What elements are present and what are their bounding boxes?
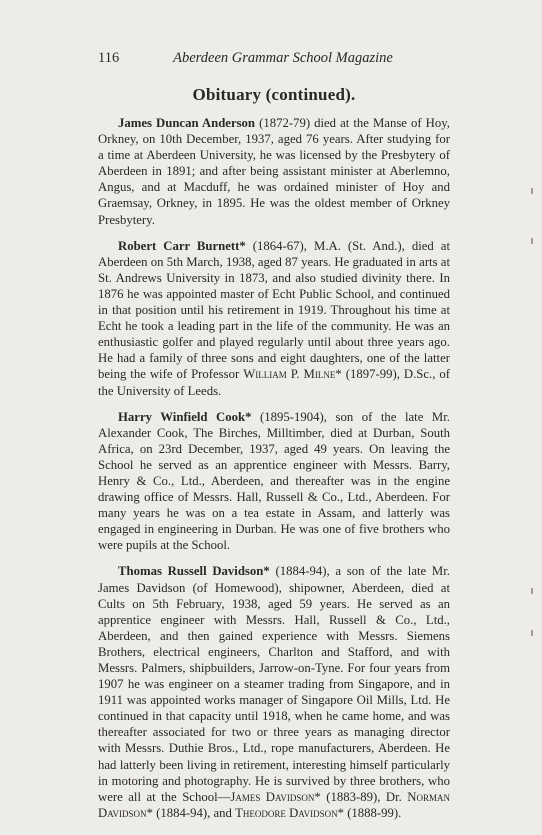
obituary-body [98,115,450,831]
margin-mark [531,188,533,194]
obituary-text: (1895-1904), son of the late Mr. Alexander Cook, The Birches, Milltimber, died at Durban, South Africa, on 23rd December, 1937, aged 49 years. On leaving the School he served as an apprentice engineer with Messrs. Barry, Henry & Co., Ltd., Aberdeen, and thereafter was in the engine drawing office of Messrs. Hall, Russell & Co., Ltd., Aberdeen. For many years he was on a tea estate in Assam, and latterly was engaged in engineering in Durban. He was one of five brothers who were pupils at the School. [98,409,450,553]
obituary-text: (1864-67), M.A. (St. And.), died at Aberdeen on 5th March, 1938, aged 87 years. He graduated in arts at St. Andrews University in 1873, and also studied divinity there. In 1876 he was appointed master of Echt Public School, and continued in that position until his retirement in 1919. Throughout his time at Echt he took a leading part in the life of the community. He was an enthusiastic golfer and played regularly until about three years ago. He had a family of three sons and eight daughters, one of the latter being the wife of Professor [98,238,450,382]
obituary-entry-anderson [98,115,450,228]
page-number: 116 [98,50,120,66]
deceased-name: Thomas Russell Davidson* [118,564,270,579]
obituary-entry-burnett [98,238,450,399]
relative-name: Theodore Davidson [235,805,338,820]
margin-mark [531,238,533,244]
deceased-name: James Duncan Anderson [118,116,256,130]
journal-title: Aberdeen Grammar School Magazine [173,50,393,66]
margin-mark [531,630,533,636]
obituary-entry-davidson [98,563,450,821]
obituary-text: * (1897-99), D.Sc., of the University of Leeds. [98,367,450,398]
relative-name: William P. Milne [243,367,336,382]
section-title: Obituary (continued). [192,85,356,104]
obituary-text: * (1883-89), Dr. [314,789,408,804]
obituary-text: * (1884-94), and [146,805,236,820]
running-head [98,50,450,70]
margin-mark [531,588,533,594]
relative-name: Norman Davidson [98,789,450,820]
relative-name: James Davidson [230,789,315,804]
obituary-text: * (1888-99). [337,805,402,820]
deceased-name: Robert Carr Burnett* [118,238,246,253]
deceased-name: Harry Winfield Cook* [118,409,252,424]
obituary-text: (1884-94), a son of the late Mr. James Davidson (of Homewood), shipowner, Aberdeen, died at Cults on 5th February, 1938, aged 59 years. He served as an apprentice engineer with Messrs. Hall, Russell & Co., Ltd., Aberdeen, and then gained experience with Messrs. Siemens Brothers, electrical engineers, Charlton and Stafford, and with Messrs. Palmers, shipbuilders, Jarrow-on-Tyne. For four years from 1907 he was engineer on a steamer trading from Singapore, and in 1911 was appointed works manager of Singapore Oil Mills, Ltd. He continued in that capacity until 1918, when he came home, and was thereafter associated for two or three years as managing director with Messrs. Duthie Bros., Ltd., rope manufacturers, Aberdeen. He had latterly been living in retirement, interesting himself particularly in motoring and photography. He is survived by three brothers, who were all at the School— [98,564,450,804]
obituary-text: (1872-79) died at the Manse of Hoy, Orkney, on 10th December, 1937, aged 76 years. After studying for a time at Aberdeen University, he was licensed by the Presbytery of Aberdeen in 1891; and after being assistant minister at Aberlemno, Angus, and at Macduff, he was ordained minister of Hoy and Graemsay, Orkney, in 1895. He was the oldest member of Orkney Presbytery. [98,116,450,227]
obituary-entry-cook [98,409,450,554]
